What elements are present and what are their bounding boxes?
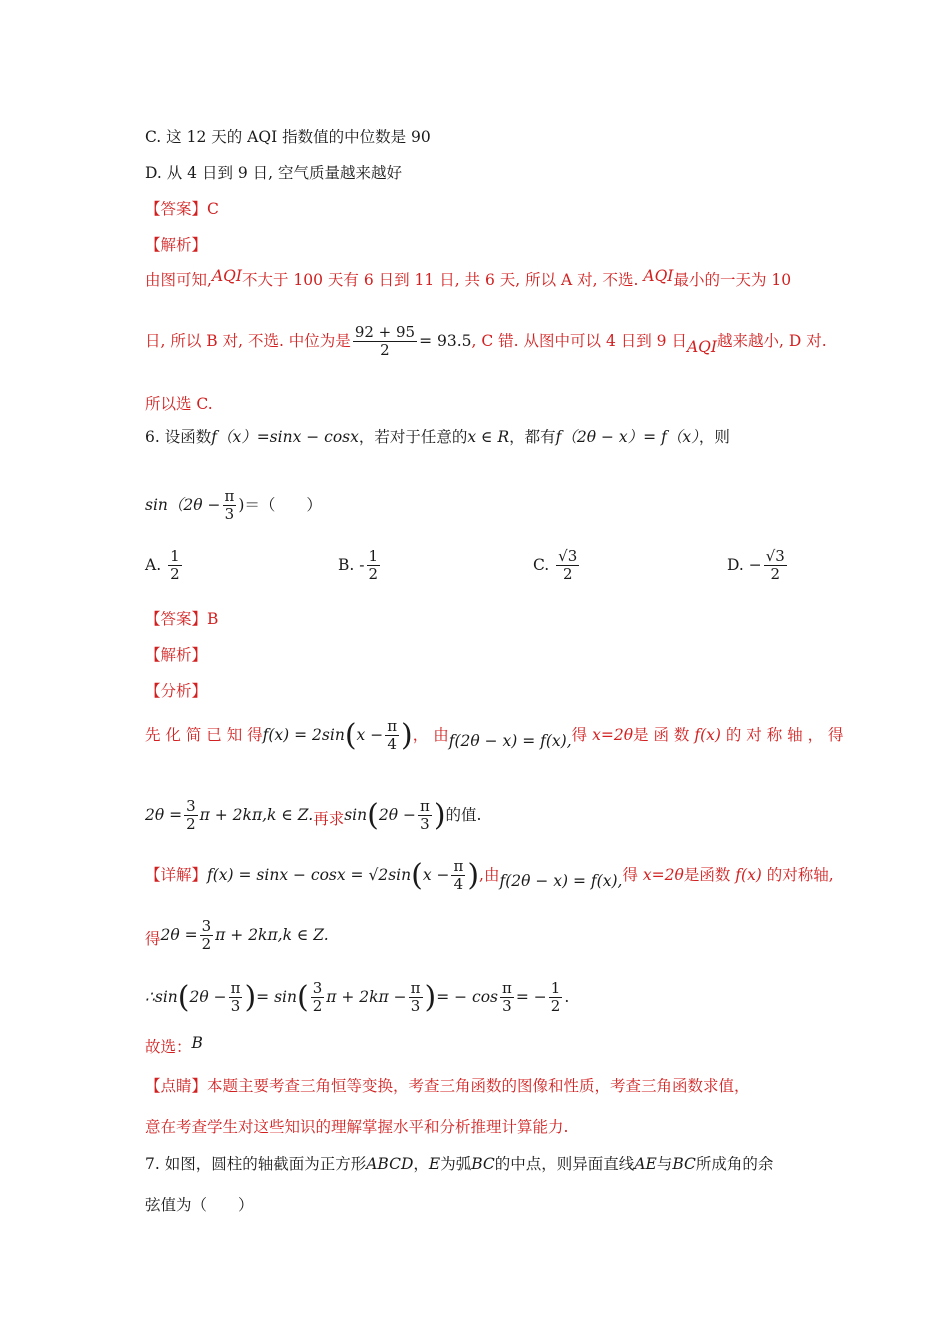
dianjing-line-2: 意在考查学生对这些知识的理解掌握水平和分析推理计算能力.	[145, 1118, 569, 1136]
answer-label: 【答案】	[145, 610, 208, 628]
fraction	[409, 980, 423, 1016]
math-term: = −	[515, 987, 547, 1006]
math-bc: BC	[672, 1155, 696, 1173]
option-c	[533, 548, 581, 584]
option-label: C.	[533, 555, 550, 574]
fraction	[353, 324, 417, 360]
numerator: π	[410, 979, 421, 997]
text-run: ,由	[479, 865, 500, 884]
math-equation: f（2θ − x）= f（x）	[555, 428, 699, 446]
fraction	[311, 980, 325, 1016]
numerator: 1	[550, 979, 561, 997]
numerator: √3	[558, 547, 578, 565]
question-7-line-1	[145, 1155, 773, 1174]
detail-line-3: ∴sin(2θ − $\frac{\pi}{3}$ )= sin( $\frac{3}{2}$ π + 2kπ − $\frac{\pi}{3}$ )= − cos $\frac{\pi}{3}$ = − $\frac{1}{2}$ .	[145, 979, 570, 1016]
fraction	[451, 858, 465, 894]
text-run: 6. 设函数	[145, 428, 212, 446]
math-equation: f(2θ − x) = f(x),	[499, 871, 623, 890]
fraction	[764, 548, 787, 584]
denominator: 4	[453, 875, 464, 894]
question-7-line-2: 弦值为（ ）	[145, 1196, 254, 1214]
math-e: E	[428, 1155, 441, 1173]
text-run: 的中点，则异面直线	[494, 1155, 635, 1173]
math-arc-bc: BC	[471, 1155, 495, 1173]
denominator: 2	[770, 565, 781, 584]
dianjing-label: 【点睛】	[145, 1077, 208, 1095]
numerator: π	[419, 797, 430, 815]
fraction	[556, 548, 579, 584]
fraction	[229, 980, 243, 1016]
option-d-text: D. 从 4 日到 9 日, 空气质量越来越好	[145, 164, 403, 182]
numerator: 3	[186, 797, 196, 815]
numerator: π	[387, 717, 398, 735]
question-6-expression	[145, 488, 322, 524]
minus-sign: -	[359, 555, 365, 574]
text-run: 是 函 数	[633, 725, 690, 744]
text-run: 本题主要考查三角恒等变换，考查三角函数的图像和性质，考查三角函数求值，	[207, 1077, 750, 1095]
numerator: π	[502, 979, 512, 997]
math-answer: B	[191, 1034, 203, 1052]
text-run: 再求	[313, 809, 345, 828]
numerator: 92 + 95	[354, 323, 416, 341]
fraction	[184, 798, 198, 834]
numerator: 1	[170, 547, 180, 565]
numerator: √3	[765, 547, 785, 565]
denominator: 2	[550, 997, 561, 1016]
math-term: π + 2kπ,k ∈ Z.	[199, 805, 314, 824]
answer-label: 【答案】	[145, 200, 208, 218]
math-aqi: AQI	[686, 337, 717, 356]
text-run: 的 对 称 轴 ， 得	[725, 725, 844, 744]
denominator: 3	[502, 997, 512, 1016]
detail-line-1: 【详解】f(x) = sinx − cosx = √2sin(x − $\frac{\pi}{4}$ ),由f(2θ − x) = f(x),得 x=2θ是函数 f(x) 的对称轴,	[145, 857, 834, 894]
numerator: π	[224, 487, 235, 505]
math-function: f(x) = sinx − cosx = √2sin	[207, 865, 412, 884]
numerator: 1	[368, 547, 379, 565]
denominator: 4	[387, 735, 397, 754]
option-label: B.	[338, 555, 355, 574]
math-sin: sin（2θ −	[145, 495, 221, 514]
math-term: 2θ =	[145, 805, 183, 824]
text-run: 为弧	[440, 1155, 472, 1173]
math-term: = − cos	[436, 987, 499, 1006]
text-run: 得	[622, 865, 638, 884]
text-run: 不大于 100 天有 6 日到 11 日, 共 6 天, 所以 A 对, 不选.	[241, 271, 639, 289]
numerator: 3	[312, 979, 323, 997]
denominator: 3	[410, 997, 421, 1016]
detail-line-2	[145, 918, 329, 954]
minus-sign: −	[748, 555, 762, 574]
analysis-paragraph-3: 所以选 C.	[145, 395, 213, 413]
math-term: π + 2kπ −	[326, 987, 407, 1006]
math-function: f（x）=sinx − cosx	[211, 428, 359, 446]
numerator: π	[230, 979, 241, 997]
math-term: π + 2kπ,k ∈ Z.	[215, 925, 329, 944]
text-run: 故选：	[145, 1038, 192, 1056]
denominator: 2	[186, 815, 196, 834]
answer-value: C	[207, 200, 219, 218]
math-ae: AE	[634, 1155, 657, 1173]
text-run: 先 化 简 已 知 得	[145, 725, 263, 744]
text-run: , C 错. 从图中可以 4 日到 9 日	[471, 331, 687, 350]
math-term: 2θ −	[189, 987, 227, 1006]
fraction	[367, 548, 381, 584]
text-run: 日, 所以 B 对, 不选. 中位为是	[145, 331, 351, 350]
denominator: 2	[312, 997, 323, 1016]
math-equation: f(2θ − x) = f(x),	[448, 731, 572, 750]
math-aqi: AQI	[211, 267, 242, 285]
text-run: 得	[145, 929, 161, 948]
text-run: 越来越小, D 对.	[717, 331, 827, 350]
denominator: 2	[562, 565, 573, 584]
answer-5	[145, 200, 219, 219]
fraction	[500, 980, 514, 1016]
denominator: 2	[201, 935, 212, 954]
denominator: 3	[224, 505, 235, 524]
option-c-text: C. 这 12 天的 AQI 指数值的中位数是 90	[145, 128, 431, 146]
math-domain: x ∈ R	[467, 428, 510, 446]
analysis-label-5: 【解析】	[145, 236, 208, 254]
fenxi-line-2: 2θ = $\frac{3}{2}$ π + 2kπ,k ∈ Z.再求sin(2θ − $\frac{\pi}{3}$ )的值.	[145, 797, 482, 834]
math-fx: f(x)	[694, 725, 721, 744]
math-term: x −	[422, 865, 450, 884]
math-axis: x=2θ	[592, 725, 634, 744]
text-run: 所成角的余	[695, 1155, 774, 1173]
math-term: ∴sin	[145, 987, 178, 1006]
denominator: 3	[420, 815, 430, 834]
text-run: 与	[656, 1155, 673, 1173]
dianjing-line-1	[145, 1077, 750, 1096]
math-aqi: AQI	[643, 267, 674, 285]
text-run: )＝（ ）	[238, 495, 322, 514]
text-run: ，都有	[509, 428, 556, 446]
fraction	[385, 718, 399, 754]
text-run: ，	[413, 1155, 429, 1173]
fraction	[200, 918, 214, 954]
fenxi-label: 【分析】	[145, 682, 208, 700]
analysis-paragraph-1	[145, 267, 792, 290]
text-run: 的对称轴,	[766, 865, 834, 884]
math-term: 2θ =	[160, 925, 198, 944]
fraction	[549, 980, 563, 1016]
analysis-label-6: 【解析】	[145, 646, 208, 664]
analysis-paragraph-2	[145, 324, 827, 360]
text-run: 7. 如图，圆柱的轴截面为正方形	[145, 1155, 367, 1173]
denominator: 3	[230, 997, 241, 1016]
fraction	[223, 488, 237, 524]
fraction	[168, 548, 182, 584]
math-fx: f(x)	[735, 865, 762, 884]
math-term: = sin	[256, 987, 297, 1006]
answer-6	[145, 610, 218, 629]
numerator: 3	[201, 917, 212, 935]
text-run: 的值.	[445, 805, 482, 824]
text-run: ，则	[698, 428, 730, 446]
denominator: 2	[368, 565, 379, 584]
option-a	[145, 548, 184, 584]
text-run: ， 由	[412, 725, 449, 744]
fenxi-line-1: 先 化 简 已 知 得f(x) = 2sin(x − $\frac{\pi}{4}$ )， 由f(2θ − x) = f(x),得 x=2θ是 函 数 f(x) 的 对 称 轴 ， 得	[145, 717, 844, 754]
text-run: 最小的一天为 10	[673, 271, 792, 289]
text-run: 得	[571, 725, 588, 744]
denominator: 2	[170, 565, 180, 584]
math-axis: x=2θ	[642, 865, 684, 884]
math-function: f(x) = 2sin	[262, 725, 345, 744]
question-6	[145, 428, 730, 447]
guxuan-line	[145, 1034, 203, 1057]
text-run: ，若对于任意的	[358, 428, 468, 446]
math-term: 2θ −	[378, 805, 416, 824]
math-sin: sin	[344, 805, 368, 824]
option-d	[727, 548, 789, 584]
denominator: 2	[380, 341, 390, 360]
math-abcd: ABCD	[366, 1155, 414, 1173]
text-run: 是函数	[683, 865, 731, 884]
fraction	[418, 798, 432, 834]
option-b	[338, 548, 382, 584]
detail-label: 【详解】	[145, 865, 208, 884]
text-run: .	[564, 987, 570, 1006]
math-term: x −	[356, 725, 384, 744]
answer-value: B	[207, 610, 219, 628]
numerator: π	[453, 857, 464, 875]
text-run: 由图可知,	[145, 271, 212, 289]
option-label: A.	[145, 555, 162, 574]
math-eq: = 93.5	[419, 331, 472, 350]
option-label: D.	[727, 555, 744, 574]
